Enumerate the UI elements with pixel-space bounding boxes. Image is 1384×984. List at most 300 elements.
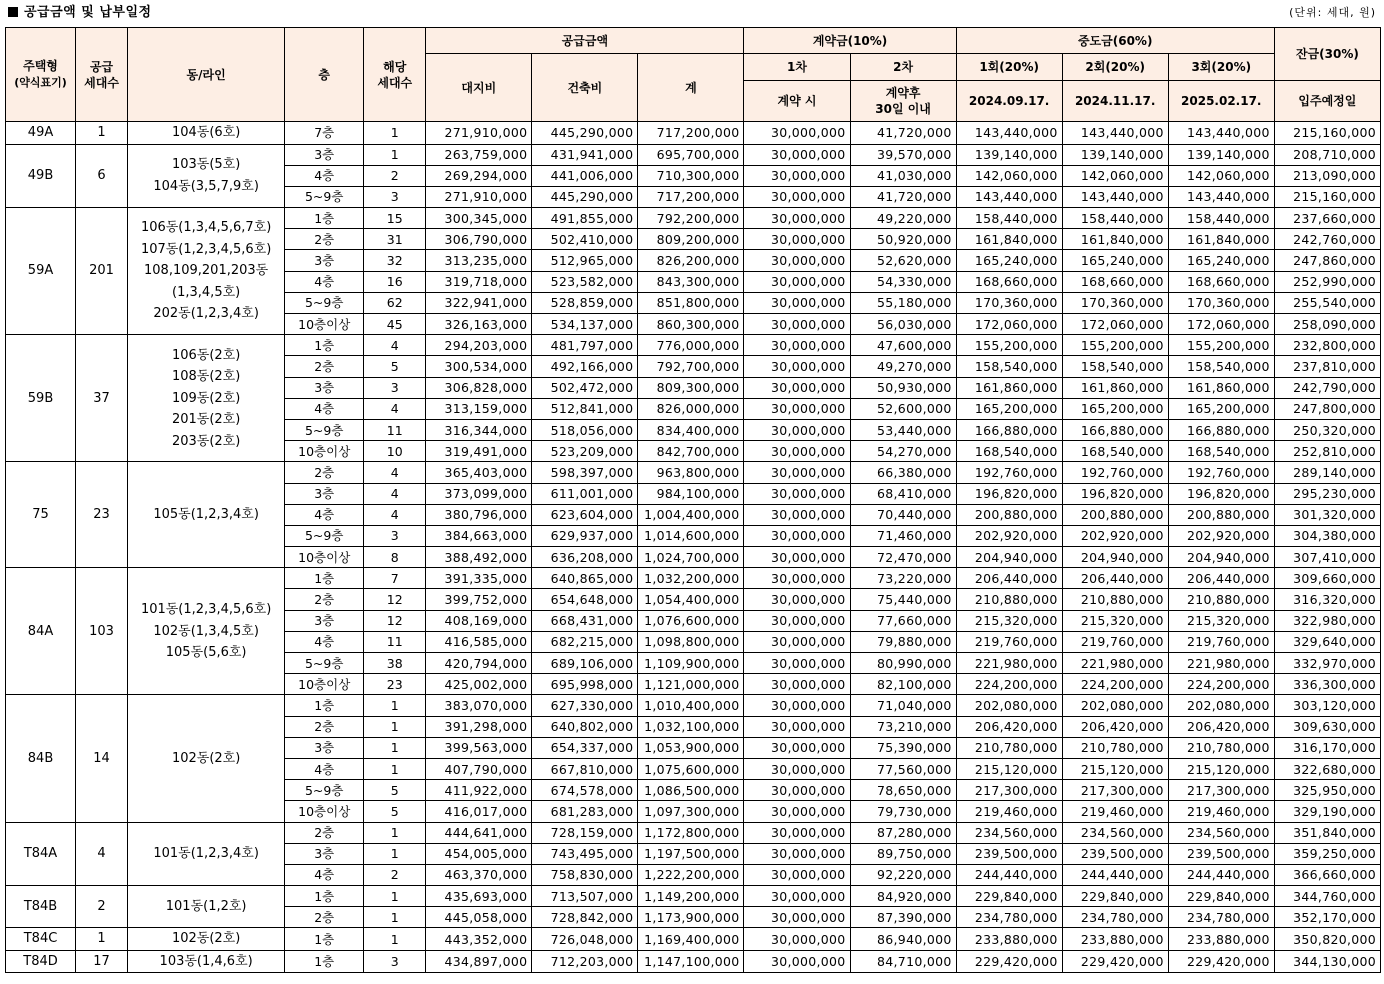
header-type: 주택형 (약식표기) xyxy=(6,28,76,122)
land-cost-cell: 434,897,000 xyxy=(426,950,532,973)
balance-cell: 295,230,000 xyxy=(1274,483,1380,504)
deposit-2-cell: 71,460,000 xyxy=(850,525,956,546)
total-cell: 1,004,400,000 xyxy=(638,504,744,525)
land-cost-cell: 411,922,000 xyxy=(426,780,532,801)
total-cell: 710,300,000 xyxy=(638,165,744,186)
floor-cell: 2층 xyxy=(285,907,364,928)
deposit-1-cell: 30,000,000 xyxy=(744,504,850,525)
deposit-2-cell: 47,600,000 xyxy=(850,335,956,356)
middle-3-cell: 165,240,000 xyxy=(1168,250,1274,271)
floor-cell: 1층 xyxy=(285,335,364,356)
unit-type-cell: T84B xyxy=(6,886,76,928)
unit-type-cell: 84A xyxy=(6,568,76,695)
deposit-1-cell: 30,000,000 xyxy=(744,165,850,186)
floor-cell: 2층 xyxy=(285,356,364,377)
deposit-1-cell: 30,000,000 xyxy=(744,462,850,483)
land-cost-cell: 399,563,000 xyxy=(426,737,532,758)
deposit-1-cell: 30,000,000 xyxy=(744,271,850,292)
dong-line-text: 108동(2호) xyxy=(171,369,241,384)
building-cost-cell: 629,937,000 xyxy=(532,525,638,546)
unit-count-cell: 1 xyxy=(364,886,426,907)
land-cost-cell: 408,169,000 xyxy=(426,610,532,631)
floor-cell: 4층 xyxy=(285,398,364,419)
deposit-2-cell: 78,650,000 xyxy=(850,780,956,801)
deposit-1-cell: 30,000,000 xyxy=(744,695,850,716)
dong-line-cell xyxy=(128,335,285,462)
balance-cell: 232,800,000 xyxy=(1274,335,1380,356)
middle-3-cell: 206,420,000 xyxy=(1168,716,1274,737)
middle-3-cell: 234,560,000 xyxy=(1168,822,1274,843)
unit-count-cell: 8 xyxy=(364,547,426,568)
floor-cell: 10층이상 xyxy=(285,547,364,568)
table-row xyxy=(6,886,1381,907)
unit-type-cell: T84D xyxy=(6,950,76,973)
floor-cell: 7층 xyxy=(285,122,364,145)
deposit-1-cell: 30,000,000 xyxy=(744,822,850,843)
supply-count-cell: 6 xyxy=(76,144,128,208)
floor-cell: 10층이상 xyxy=(285,441,364,462)
total-cell: 843,300,000 xyxy=(638,271,744,292)
floor-cell: 5~9층 xyxy=(285,419,364,440)
deposit-1-cell: 30,000,000 xyxy=(744,864,850,885)
middle-3-cell: 155,200,000 xyxy=(1168,335,1274,356)
building-cost-cell: 528,859,000 xyxy=(532,292,638,313)
land-cost-cell: 365,403,000 xyxy=(426,462,532,483)
middle-2-cell: 192,760,000 xyxy=(1062,462,1168,483)
middle-3-cell: 166,880,000 xyxy=(1168,419,1274,440)
total-cell: 1,097,300,000 xyxy=(638,801,744,822)
total-cell: 717,200,000 xyxy=(638,186,744,207)
dong-line-text: 108,109,201,203동 xyxy=(144,263,269,279)
unit-count-cell: 4 xyxy=(364,504,426,525)
land-cost-cell: 316,344,000 xyxy=(426,419,532,440)
middle-1-cell: 202,920,000 xyxy=(956,525,1062,546)
deposit-1-cell: 30,000,000 xyxy=(744,186,850,207)
middle-3-cell: 196,820,000 xyxy=(1168,483,1274,504)
total-cell: 1,147,100,000 xyxy=(638,950,744,973)
middle-2-cell: 172,060,000 xyxy=(1062,314,1168,335)
deposit-2-cell: 50,930,000 xyxy=(850,377,956,398)
table-row xyxy=(6,695,1381,716)
deposit-2-cell: 73,220,000 xyxy=(850,568,956,589)
unit-count-cell: 16 xyxy=(364,271,426,292)
middle-2-cell: 155,200,000 xyxy=(1062,335,1168,356)
header-building-cost: 건축비 xyxy=(532,54,638,122)
building-cost-cell: 728,842,000 xyxy=(532,907,638,928)
balance-cell: 304,380,000 xyxy=(1274,525,1380,546)
page-title xyxy=(8,1,152,20)
deposit-1-cell: 30,000,000 xyxy=(744,631,850,652)
header-deposit-1: 1차 xyxy=(744,54,850,81)
deposit-2-cell: 56,030,000 xyxy=(850,314,956,335)
dong-line-text: 203동(2호) xyxy=(171,433,241,449)
dong-line-text: 107동(1,2,3,4,5,6호) xyxy=(140,241,272,257)
deposit-1-cell: 30,000,000 xyxy=(744,568,850,589)
balance-cell: 242,790,000 xyxy=(1274,377,1380,398)
building-cost-cell: 491,855,000 xyxy=(532,208,638,229)
header-unit-count: 해당 세대수 xyxy=(364,28,426,122)
unit-note: (단위: 세대, 원) xyxy=(1289,6,1376,19)
deposit-2-cell: 50,920,000 xyxy=(850,229,956,250)
deposit-1-cell: 30,000,000 xyxy=(744,441,850,462)
middle-2-cell: 234,560,000 xyxy=(1062,822,1168,843)
middle-2-cell: 196,820,000 xyxy=(1062,483,1168,504)
building-cost-cell: 512,965,000 xyxy=(532,250,638,271)
floor-cell: 3층 xyxy=(285,737,364,758)
middle-1-cell: 206,440,000 xyxy=(956,568,1062,589)
land-cost-cell: 407,790,000 xyxy=(426,758,532,779)
building-cost-cell: 758,830,000 xyxy=(532,864,638,885)
deposit-2-cell: 55,180,000 xyxy=(850,292,956,313)
balance-cell: 247,860,000 xyxy=(1274,250,1380,271)
deposit-1-cell: 30,000,000 xyxy=(744,907,850,928)
balance-cell: 250,320,000 xyxy=(1274,419,1380,440)
balance-cell: 247,800,000 xyxy=(1274,398,1380,419)
middle-3-cell: 142,060,000 xyxy=(1168,165,1274,186)
balance-cell: 208,710,000 xyxy=(1274,144,1380,165)
deposit-2-cell: 41,030,000 xyxy=(850,165,956,186)
middle-3-cell: 165,200,000 xyxy=(1168,398,1274,419)
middle-3-cell: 210,780,000 xyxy=(1168,737,1274,758)
table-row xyxy=(6,335,1381,356)
total-cell: 809,300,000 xyxy=(638,377,744,398)
middle-1-cell: 215,120,000 xyxy=(956,758,1062,779)
deposit-1-cell: 30,000,000 xyxy=(744,653,850,674)
deposit-1-cell: 30,000,000 xyxy=(744,250,850,271)
middle-2-cell: 224,200,000 xyxy=(1062,674,1168,695)
deposit-1-cell: 30,000,000 xyxy=(744,589,850,610)
middle-1-cell: 196,820,000 xyxy=(956,483,1062,504)
supply-count-cell: 17 xyxy=(76,950,128,973)
middle-2-cell: 215,320,000 xyxy=(1062,610,1168,631)
building-cost-cell: 441,006,000 xyxy=(532,165,638,186)
middle-2-cell: 143,440,000 xyxy=(1062,186,1168,207)
balance-cell: 351,840,000 xyxy=(1274,822,1380,843)
middle-2-cell: 170,360,000 xyxy=(1062,292,1168,313)
land-cost-cell: 294,203,000 xyxy=(426,335,532,356)
floor-cell: 3층 xyxy=(285,250,364,271)
middle-3-cell: 239,500,000 xyxy=(1168,843,1274,864)
deposit-2-cell: 77,560,000 xyxy=(850,758,956,779)
balance-cell: 215,160,000 xyxy=(1274,122,1380,145)
deposit-1-cell: 30,000,000 xyxy=(744,419,850,440)
balance-cell: 237,660,000 xyxy=(1274,208,1380,229)
middle-2-cell: 161,840,000 xyxy=(1062,229,1168,250)
dong-line-cell xyxy=(128,886,285,928)
middle-1-cell: 158,540,000 xyxy=(956,356,1062,377)
dong-line-text: 101동(1,2,3,4,5,6호) xyxy=(140,602,272,618)
header-middle-payment: 중도금(60%) xyxy=(956,28,1274,54)
balance-cell: 242,760,000 xyxy=(1274,229,1380,250)
deposit-2-cell: 54,330,000 xyxy=(850,271,956,292)
middle-1-cell: 210,780,000 xyxy=(956,737,1062,758)
middle-1-cell: 168,540,000 xyxy=(956,441,1062,462)
unit-count-cell: 3 xyxy=(364,525,426,546)
table-row xyxy=(6,950,1381,973)
middle-1-cell: 192,760,000 xyxy=(956,462,1062,483)
unit-count-cell: 12 xyxy=(364,610,426,631)
balance-cell: 336,300,000 xyxy=(1274,674,1380,695)
dong-line-text: 102동(1,3,4,5호) xyxy=(153,623,259,639)
deposit-1-cell: 30,000,000 xyxy=(744,229,850,250)
unit-count-cell: 5 xyxy=(364,780,426,801)
middle-3-cell: 224,200,000 xyxy=(1168,674,1274,695)
middle-2-cell: 158,540,000 xyxy=(1062,356,1168,377)
dong-line-text: (1,3,4,5호) xyxy=(172,284,241,300)
land-cost-cell: 444,641,000 xyxy=(426,822,532,843)
floor-cell: 4층 xyxy=(285,631,364,652)
middle-2-cell: 229,840,000 xyxy=(1062,886,1168,907)
floor-cell: 4층 xyxy=(285,165,364,186)
floor-cell: 5~9층 xyxy=(285,653,364,674)
floor-cell: 4층 xyxy=(285,504,364,525)
deposit-2-cell: 52,600,000 xyxy=(850,398,956,419)
header-deposit-2-when: 계약후 30일 이내 xyxy=(850,81,956,122)
deposit-1-cell: 30,000,000 xyxy=(744,886,850,907)
unit-count-cell: 3 xyxy=(364,377,426,398)
middle-2-cell: 166,880,000 xyxy=(1062,419,1168,440)
building-cost-cell: 512,841,000 xyxy=(532,398,638,419)
unit-count-cell: 1 xyxy=(364,907,426,928)
middle-3-cell: 233,880,000 xyxy=(1168,928,1274,951)
land-cost-cell: 420,794,000 xyxy=(426,653,532,674)
balance-cell: 303,120,000 xyxy=(1274,695,1380,716)
deposit-2-cell: 87,390,000 xyxy=(850,907,956,928)
middle-3-cell: 206,440,000 xyxy=(1168,568,1274,589)
land-cost-cell: 373,099,000 xyxy=(426,483,532,504)
middle-2-cell: 206,440,000 xyxy=(1062,568,1168,589)
total-cell: 1,032,100,000 xyxy=(638,716,744,737)
deposit-1-cell: 30,000,000 xyxy=(744,758,850,779)
land-cost-cell: 463,370,000 xyxy=(426,864,532,885)
balance-cell: 322,680,000 xyxy=(1274,758,1380,779)
floor-cell: 1층 xyxy=(285,886,364,907)
header-land-cost: 대지비 xyxy=(426,54,532,122)
middle-3-cell: 161,860,000 xyxy=(1168,377,1274,398)
unit-count-cell: 1 xyxy=(364,695,426,716)
land-cost-cell: 391,298,000 xyxy=(426,716,532,737)
unit-type-cell: 84B xyxy=(6,695,76,822)
total-cell: 1,169,400,000 xyxy=(638,928,744,951)
building-cost-cell: 726,048,000 xyxy=(532,928,638,951)
deposit-2-cell: 41,720,000 xyxy=(850,186,956,207)
balance-cell: 329,640,000 xyxy=(1274,631,1380,652)
middle-2-cell: 206,420,000 xyxy=(1062,716,1168,737)
total-cell: 809,200,000 xyxy=(638,229,744,250)
middle-1-cell: 139,140,000 xyxy=(956,144,1062,165)
floor-cell: 1층 xyxy=(285,950,364,973)
dong-line-cell xyxy=(128,568,285,695)
header-floor: 층 xyxy=(285,28,364,122)
middle-1-cell: 158,440,000 xyxy=(956,208,1062,229)
deposit-2-cell: 82,100,000 xyxy=(850,674,956,695)
total-cell: 1,109,900,000 xyxy=(638,653,744,674)
deposit-2-cell: 75,440,000 xyxy=(850,589,956,610)
middle-2-cell: 168,660,000 xyxy=(1062,271,1168,292)
unit-count-cell: 23 xyxy=(364,674,426,695)
deposit-2-cell: 49,220,000 xyxy=(850,208,956,229)
balance-cell: 366,660,000 xyxy=(1274,864,1380,885)
floor-cell: 5~9층 xyxy=(285,186,364,207)
deposit-2-cell: 66,380,000 xyxy=(850,462,956,483)
middle-3-cell: 244,440,000 xyxy=(1168,864,1274,885)
total-cell: 776,000,000 xyxy=(638,335,744,356)
middle-1-cell: 219,760,000 xyxy=(956,631,1062,652)
building-cost-cell: 640,802,000 xyxy=(532,716,638,737)
middle-1-cell: 204,940,000 xyxy=(956,547,1062,568)
dong-line-text: 105동(5,6호) xyxy=(165,645,247,661)
building-cost-cell: 598,397,000 xyxy=(532,462,638,483)
unit-type-cell: 75 xyxy=(6,462,76,568)
unit-count-cell: 1 xyxy=(364,758,426,779)
deposit-1-cell: 30,000,000 xyxy=(744,292,850,313)
middle-2-cell: 161,860,000 xyxy=(1062,377,1168,398)
middle-1-cell: 170,360,000 xyxy=(956,292,1062,313)
middle-3-cell: 202,920,000 xyxy=(1168,525,1274,546)
middle-2-cell: 168,540,000 xyxy=(1062,441,1168,462)
building-cost-cell: 640,865,000 xyxy=(532,568,638,589)
deposit-1-cell: 30,000,000 xyxy=(744,377,850,398)
building-cost-cell: 492,166,000 xyxy=(532,356,638,377)
supply-price-table xyxy=(5,27,1381,973)
dong-line-cell xyxy=(128,695,285,822)
dong-line-cell xyxy=(128,144,285,208)
deposit-2-cell: 39,570,000 xyxy=(850,144,956,165)
deposit-1-cell: 30,000,000 xyxy=(744,356,850,377)
land-cost-cell: 445,058,000 xyxy=(426,907,532,928)
floor-cell: 10층이상 xyxy=(285,674,364,695)
total-cell: 963,800,000 xyxy=(638,462,744,483)
unit-count-cell: 1 xyxy=(364,716,426,737)
dong-line-text: 106동(2호) xyxy=(171,347,241,363)
middle-3-cell: 143,440,000 xyxy=(1168,186,1274,207)
middle-3-cell: 168,660,000 xyxy=(1168,271,1274,292)
deposit-1-cell: 30,000,000 xyxy=(744,314,850,335)
building-cost-cell: 502,472,000 xyxy=(532,377,638,398)
middle-2-cell: 244,440,000 xyxy=(1062,864,1168,885)
deposit-1-cell: 30,000,000 xyxy=(744,483,850,504)
total-cell: 695,700,000 xyxy=(638,144,744,165)
supply-count-cell: 37 xyxy=(76,335,128,462)
unit-count-cell: 4 xyxy=(364,483,426,504)
middle-3-cell: 158,540,000 xyxy=(1168,356,1274,377)
middle-1-cell: 202,080,000 xyxy=(956,695,1062,716)
balance-cell: 316,170,000 xyxy=(1274,737,1380,758)
balance-cell: 258,090,000 xyxy=(1274,314,1380,335)
deposit-2-cell: 84,710,000 xyxy=(850,950,956,973)
unit-count-cell: 1 xyxy=(364,737,426,758)
total-cell: 792,200,000 xyxy=(638,208,744,229)
building-cost-cell: 681,283,000 xyxy=(532,801,638,822)
unit-count-cell: 11 xyxy=(364,631,426,652)
total-cell: 1,121,000,000 xyxy=(638,674,744,695)
middle-1-cell: 219,460,000 xyxy=(956,801,1062,822)
unit-count-cell: 4 xyxy=(364,398,426,419)
land-cost-cell: 271,910,000 xyxy=(426,122,532,145)
unit-count-cell: 15 xyxy=(364,208,426,229)
floor-cell: 2층 xyxy=(285,822,364,843)
balance-cell: 316,320,000 xyxy=(1274,589,1380,610)
building-cost-cell: 518,056,000 xyxy=(532,419,638,440)
middle-3-cell: 139,140,000 xyxy=(1168,144,1274,165)
building-cost-cell: 674,578,000 xyxy=(532,780,638,801)
building-cost-cell: 502,410,000 xyxy=(532,229,638,250)
middle-2-cell: 200,880,000 xyxy=(1062,504,1168,525)
building-cost-cell: 611,001,000 xyxy=(532,483,638,504)
middle-1-cell: 168,660,000 xyxy=(956,271,1062,292)
building-cost-cell: 654,337,000 xyxy=(532,737,638,758)
unit-count-cell: 1 xyxy=(364,144,426,165)
header-balance-when: 입주예정일 xyxy=(1274,81,1380,122)
middle-3-cell: 192,760,000 xyxy=(1168,462,1274,483)
middle-1-cell: 215,320,000 xyxy=(956,610,1062,631)
total-cell: 1,173,900,000 xyxy=(638,907,744,928)
table-row xyxy=(6,462,1381,483)
balance-cell: 359,250,000 xyxy=(1274,843,1380,864)
balance-cell: 237,810,000 xyxy=(1274,356,1380,377)
middle-3-cell: 161,840,000 xyxy=(1168,229,1274,250)
middle-2-cell: 229,420,000 xyxy=(1062,950,1168,973)
total-cell: 1,014,600,000 xyxy=(638,525,744,546)
middle-2-cell: 219,760,000 xyxy=(1062,631,1168,652)
unit-count-cell: 38 xyxy=(364,653,426,674)
floor-cell: 2층 xyxy=(285,716,364,737)
total-cell: 1,053,900,000 xyxy=(638,737,744,758)
middle-1-cell: 234,780,000 xyxy=(956,907,1062,928)
floor-cell: 3층 xyxy=(285,377,364,398)
land-cost-cell: 306,790,000 xyxy=(426,229,532,250)
deposit-2-cell: 72,470,000 xyxy=(850,547,956,568)
dong-line-text: 102동(2호) xyxy=(171,931,241,947)
floor-cell: 1층 xyxy=(285,208,364,229)
dong-line-cell xyxy=(128,122,285,145)
dong-line-text: 102동(2호) xyxy=(171,750,241,766)
floor-cell: 2층 xyxy=(285,462,364,483)
balance-cell: 350,820,000 xyxy=(1274,928,1380,951)
unit-count-cell: 10 xyxy=(364,441,426,462)
balance-cell: 329,190,000 xyxy=(1274,801,1380,822)
unit-type-cell: 49A xyxy=(6,122,76,145)
floor-cell: 5~9층 xyxy=(285,525,364,546)
total-cell: 792,700,000 xyxy=(638,356,744,377)
unit-count-cell: 1 xyxy=(364,928,426,951)
floor-cell: 3층 xyxy=(285,483,364,504)
unit-count-cell: 4 xyxy=(364,462,426,483)
building-cost-cell: 431,941,000 xyxy=(532,144,638,165)
total-cell: 826,200,000 xyxy=(638,250,744,271)
total-cell: 1,076,600,000 xyxy=(638,610,744,631)
middle-1-cell: 161,860,000 xyxy=(956,377,1062,398)
total-cell: 1,075,600,000 xyxy=(638,758,744,779)
dong-line-text: 104동(6호) xyxy=(171,125,241,140)
land-cost-cell: 319,718,000 xyxy=(426,271,532,292)
middle-3-cell: 215,320,000 xyxy=(1168,610,1274,631)
unit-count-cell: 5 xyxy=(364,801,426,822)
unit-count-cell: 45 xyxy=(364,314,426,335)
land-cost-cell: 271,910,000 xyxy=(426,186,532,207)
floor-cell: 5~9층 xyxy=(285,780,364,801)
building-cost-cell: 667,810,000 xyxy=(532,758,638,779)
dong-line-text: 201동(2호) xyxy=(171,412,241,427)
dong-line-text: 101동(1,2,3,4호) xyxy=(153,846,259,862)
deposit-2-cell: 52,620,000 xyxy=(850,250,956,271)
middle-1-cell: 143,440,000 xyxy=(956,186,1062,207)
total-cell: 1,222,200,000 xyxy=(638,864,744,885)
deposit-1-cell: 30,000,000 xyxy=(744,335,850,356)
floor-cell: 3층 xyxy=(285,144,364,165)
building-cost-cell: 523,582,000 xyxy=(532,271,638,292)
building-cost-cell: 523,209,000 xyxy=(532,441,638,462)
